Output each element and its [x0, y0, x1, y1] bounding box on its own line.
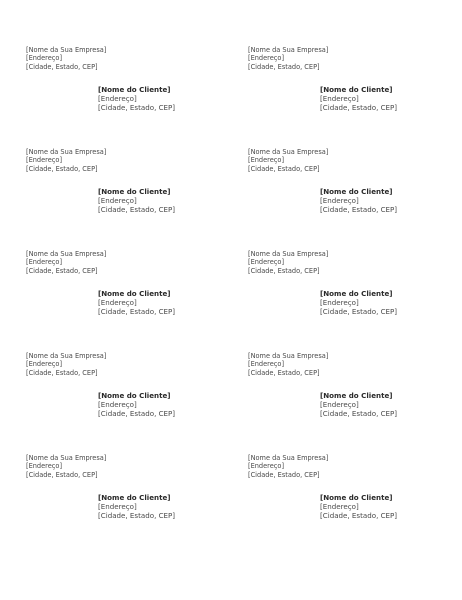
sender-company: [Nome da Sua Empresa] — [248, 46, 329, 54]
recipient-city: [Cidade, Estado, CEP] — [320, 511, 398, 521]
sender-address: [Endereço] — [248, 54, 285, 63]
recipient-city: [Cidade, Estado, CEP] — [320, 205, 398, 215]
sender-block — [248, 46, 328, 71]
mailing-label — [248, 250, 458, 350]
sender-block — [26, 148, 106, 173]
sender-city: [Cidade, Estado, CEP] — [248, 368, 320, 377]
mailing-label — [26, 352, 236, 452]
sender-company: [Nome da Sua Empresa] — [248, 250, 329, 258]
recipient-name: [Nome do Cliente] — [320, 289, 393, 298]
sender-company: [Nome da Sua Empresa] — [248, 352, 329, 360]
recipient-block — [320, 493, 397, 521]
sender-company: [Nome da Sua Empresa] — [248, 454, 329, 462]
sender-city: [Cidade, Estado, CEP] — [248, 164, 320, 173]
recipient-block — [98, 187, 175, 215]
recipient-city: [Cidade, Estado, CEP] — [320, 307, 398, 317]
mailing-label — [26, 148, 236, 248]
sender-block — [248, 454, 328, 479]
recipient-address: [Endereço] — [320, 196, 359, 206]
sender-address: [Endereço] — [248, 360, 285, 369]
recipient-address: [Endereço] — [320, 94, 359, 104]
recipient-address: [Endereço] — [98, 94, 137, 104]
sender-city: [Cidade, Estado, CEP] — [248, 470, 320, 479]
recipient-block — [320, 391, 397, 419]
sender-city: [Cidade, Estado, CEP] — [26, 368, 98, 377]
recipient-name: [Nome do Cliente] — [98, 289, 171, 298]
sender-block — [248, 352, 328, 377]
recipient-name: [Nome do Cliente] — [320, 391, 393, 400]
sender-address: [Endereço] — [26, 360, 63, 369]
sender-block — [26, 454, 106, 479]
sender-company: [Nome da Sua Empresa] — [26, 250, 107, 258]
recipient-block — [320, 187, 397, 215]
mailing-label — [26, 250, 236, 350]
recipient-block — [98, 289, 175, 317]
recipient-name: [Nome do Cliente] — [98, 85, 171, 94]
sender-city: [Cidade, Estado, CEP] — [248, 62, 320, 71]
sender-city: [Cidade, Estado, CEP] — [26, 164, 98, 173]
recipient-city: [Cidade, Estado, CEP] — [98, 511, 176, 521]
sender-block — [26, 46, 106, 71]
sender-block — [248, 250, 328, 275]
recipient-city: [Cidade, Estado, CEP] — [320, 103, 398, 113]
recipient-name: [Nome do Cliente] — [320, 493, 393, 502]
recipient-city: [Cidade, Estado, CEP] — [98, 103, 176, 113]
mailing-label — [248, 454, 458, 554]
sender-block — [26, 352, 106, 377]
sender-company: [Nome da Sua Empresa] — [26, 454, 107, 462]
mailing-label — [248, 46, 458, 146]
sender-block — [248, 148, 328, 173]
sender-city: [Cidade, Estado, CEP] — [26, 266, 98, 275]
mailing-label — [248, 148, 458, 248]
recipient-address: [Endereço] — [320, 400, 359, 410]
recipient-name: [Nome do Cliente] — [320, 187, 393, 196]
recipient-address: [Endereço] — [98, 298, 137, 308]
sender-city: [Cidade, Estado, CEP] — [26, 62, 98, 71]
recipient-city: [Cidade, Estado, CEP] — [98, 205, 176, 215]
recipient-city: [Cidade, Estado, CEP] — [320, 409, 398, 419]
sender-address: [Endereço] — [26, 156, 63, 165]
mailing-label — [26, 46, 236, 146]
recipient-block — [320, 289, 397, 317]
sender-address: [Endereço] — [248, 156, 285, 165]
recipient-name: [Nome do Cliente] — [98, 391, 171, 400]
sender-address: [Endereço] — [26, 462, 63, 471]
recipient-address: [Endereço] — [98, 502, 137, 512]
sender-address: [Endereço] — [26, 258, 63, 267]
recipient-address: [Endereço] — [98, 400, 137, 410]
recipient-block — [98, 493, 175, 521]
sender-address: [Endereço] — [248, 462, 285, 471]
recipient-address: [Endereço] — [320, 298, 359, 308]
recipient-block — [320, 85, 397, 113]
sender-address: [Endereço] — [26, 54, 63, 63]
recipient-city: [Cidade, Estado, CEP] — [98, 307, 176, 317]
recipient-block — [98, 391, 175, 419]
sender-company: [Nome da Sua Empresa] — [248, 148, 329, 156]
recipient-city: [Cidade, Estado, CEP] — [98, 409, 176, 419]
mailing-label — [248, 352, 458, 452]
recipient-address: [Endereço] — [320, 502, 359, 512]
sender-company: [Nome da Sua Empresa] — [26, 352, 107, 360]
recipient-block — [98, 85, 175, 113]
recipient-name: [Nome do Cliente] — [98, 493, 171, 502]
sender-company: [Nome da Sua Empresa] — [26, 46, 107, 54]
recipient-name: [Nome do Cliente] — [98, 187, 171, 196]
mailing-label — [26, 454, 236, 554]
sender-block — [26, 250, 106, 275]
sender-city: [Cidade, Estado, CEP] — [248, 266, 320, 275]
recipient-address: [Endereço] — [98, 196, 137, 206]
recipient-name: [Nome do Cliente] — [320, 85, 393, 94]
sender-city: [Cidade, Estado, CEP] — [26, 470, 98, 479]
sender-address: [Endereço] — [248, 258, 285, 267]
sender-company: [Nome da Sua Empresa] — [26, 148, 107, 156]
